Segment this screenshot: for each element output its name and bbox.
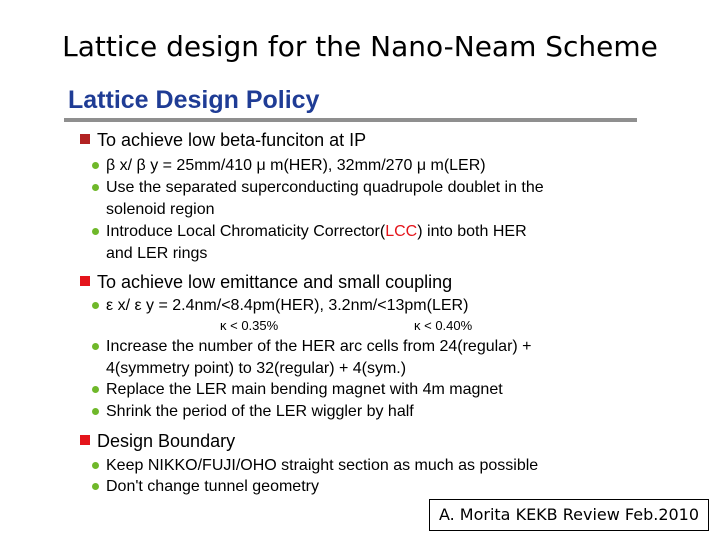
section-heading-text: To achieve low beta-funciton at IP (97, 130, 367, 150)
lcc-highlight: LCC (385, 223, 418, 240)
slide-title: Lattice design for the Nano-Neam Scheme (62, 30, 658, 63)
coupling-her-label: κ < 0.35% (220, 318, 279, 333)
round-bullet-icon (92, 302, 99, 309)
round-bullet-icon (92, 228, 99, 235)
lcc-text-before: Introduce Local Chromaticity Corrector( (106, 223, 386, 240)
square-bullet-icon (80, 276, 90, 286)
section-heading-text: To achieve low emittance and small coupling (97, 272, 453, 292)
lcc-text-after: ) into both HER (417, 223, 527, 240)
list-item-text (106, 222, 527, 242)
title-underline (64, 118, 637, 122)
list-item-text: Increase the number of the HER arc cells from 24(regular) + (106, 338, 532, 355)
round-bullet-icon (92, 184, 99, 191)
section-heading-text: Design Boundary (97, 431, 236, 451)
list-item-continuation: solenoid region (106, 201, 215, 218)
square-bullet-icon (80, 134, 90, 144)
list-item-text: Replace the LER main bending magnet with 4m magnet (106, 381, 503, 398)
round-bullet-icon (92, 408, 99, 415)
round-bullet-icon (92, 162, 99, 169)
list-item-text: Don't change tunnel geometry (106, 478, 319, 495)
round-bullet-icon (92, 462, 99, 469)
list-item-text: Use the separated superconducting quadrupole doublet in the (106, 179, 544, 196)
coupling-ler-label: κ < 0.40% (414, 318, 473, 333)
square-bullet-icon (80, 435, 90, 445)
round-bullet-icon (92, 343, 99, 350)
list-item-continuation: and LER rings (106, 245, 208, 262)
policy-title: Lattice Design Policy (68, 86, 320, 114)
list-item-continuation: 4(symmetry point) to 32(regular) + 4(sym.) (106, 360, 407, 377)
round-bullet-icon (92, 483, 99, 490)
list-item-text: ε x/ ε y = 2.4nm/<8.4pm(HER), 3.2nm/<13pm(LER) (106, 297, 469, 314)
list-item-text: Keep NIKKO/FUJI/OHO straight section as much as possible (106, 457, 539, 474)
list-item-text: Shrink the period of the LER wiggler by half (106, 403, 414, 420)
list-item-text: β x/ β y = 25mm/410 μ m(HER), 32mm/270 μ m(LER) (106, 157, 486, 174)
round-bullet-icon (92, 386, 99, 393)
credit-box: A. Morita KEKB Review Feb.2010 (429, 499, 709, 531)
